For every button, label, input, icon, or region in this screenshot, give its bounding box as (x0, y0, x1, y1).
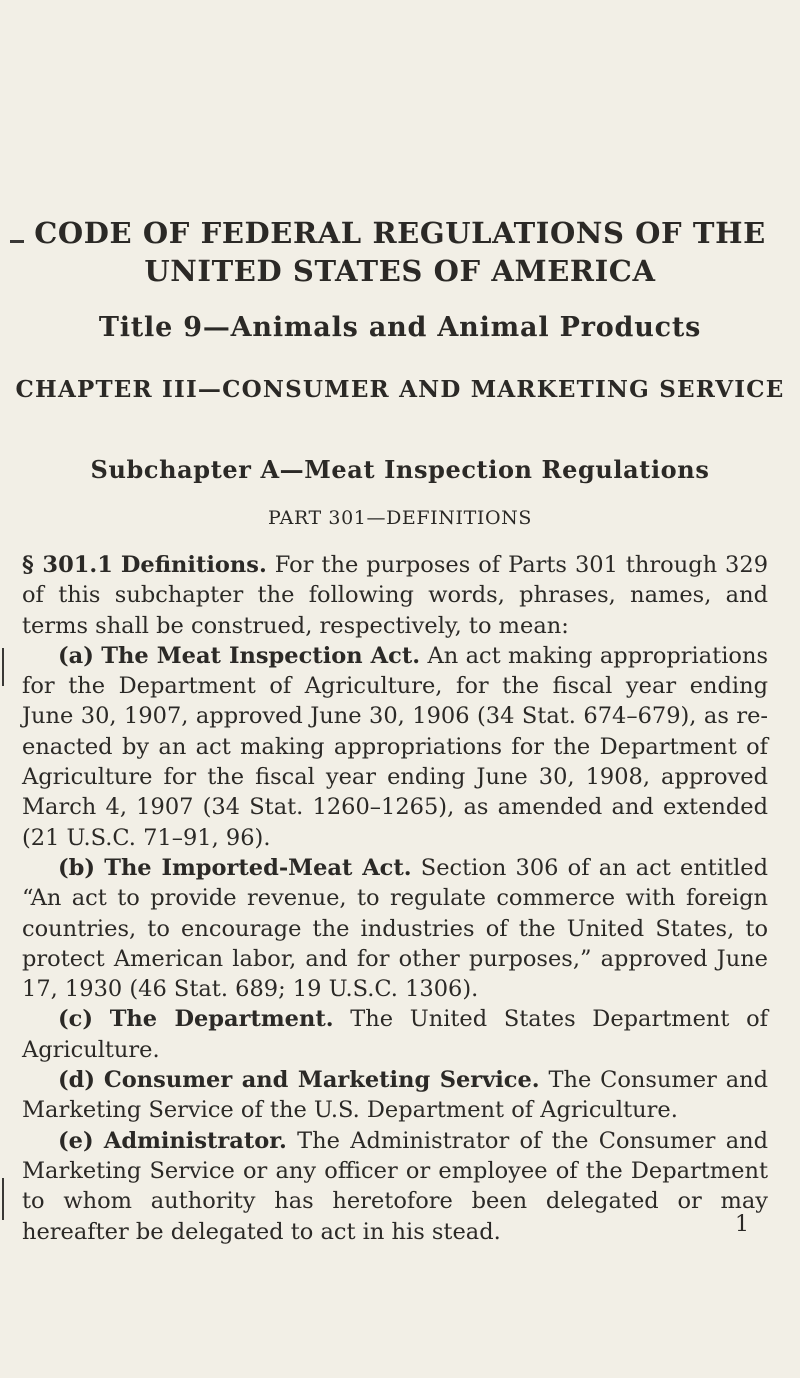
section-body (22, 550, 768, 1247)
definition-text: An act making appropriations for the Department of Agriculture, for the fiscal year ending June 30, 1907, approved June 30, 1906 (34 Stat. 674–679), as re-enacted by an act making appropriations for the Department of Agriculture for the fiscal year ending June 30, 1908, approved March 4, 1907 (34 Stat. 1260–1265), as amended and extended (21 U.S.C. 71–91, 96). (22, 642, 768, 851)
edge-line (2, 648, 4, 686)
definition-term: Administrator. (103, 1127, 287, 1154)
definition-label: (c) (58, 1006, 93, 1033)
section-intro: For the purposes of Parts 301 through 329 of this subchapter the following words, phrases, names, and terms shall be construed, respectively, to mean: (22, 552, 769, 639)
definition-term: Consumer and Marketing Service. (103, 1067, 540, 1094)
definition-text: The Administrator of the Consumer and Marketing Service or any officer or employee of the Department to whom authority has heretofore been delegated or may hereafter be delegated to act in his stead. (22, 1127, 769, 1245)
definition-paragraph-e (22, 1126, 768, 1247)
definition-paragraph-d (22, 1065, 768, 1126)
part-heading: PART 301—DEFINITIONS (267, 507, 533, 529)
definition-label: (a) (58, 642, 94, 669)
definition-paragraph-a (22, 641, 768, 853)
definition-text: The Consumer and Marketing Service of the U.S. Department of Agriculture. (22, 1067, 768, 1124)
section-intro-paragraph (22, 550, 768, 641)
definition-text: The United States Department of Agriculture. (22, 1006, 768, 1063)
section-heading: Definitions. (120, 552, 267, 578)
section-number: § 301.1 (22, 552, 113, 578)
chapter-heading: CHAPTER III—CONSUMER AND MARKETING SERVICE (15, 376, 785, 403)
definition-label: (b) (58, 854, 96, 881)
page-number: 1 (735, 1212, 749, 1237)
definition-label: (d) (58, 1067, 96, 1094)
definition-text: Section 306 of an act entitled “An act to provide revenue, to regulate commerce with foreign countries, to encourage the industries of the United States, to protect American labor, and for other purposes,” approved June 17, 1930 (46 Stat. 689; 19 U.S.C. 1306). (22, 854, 768, 1003)
definition-label: (e) (58, 1127, 94, 1154)
definition-term: The Department. (109, 1006, 334, 1033)
title-heading: Title 9—Animals and Animal Products (98, 312, 702, 343)
definition-term: The Meat Inspection Act. (101, 642, 421, 669)
definition-term: The Imported-Meat Act. (104, 854, 412, 881)
code-title: CODE OF FEDERAL REGULATIONS OF THE UNITED STATES OF AMERICA (34, 216, 766, 288)
definition-paragraph-b (22, 853, 768, 1004)
definition-paragraph-c (22, 1004, 768, 1065)
edge-line (2, 1178, 4, 1220)
subchapter-heading: Subchapter A—Meat Inspection Regulations (90, 455, 710, 484)
